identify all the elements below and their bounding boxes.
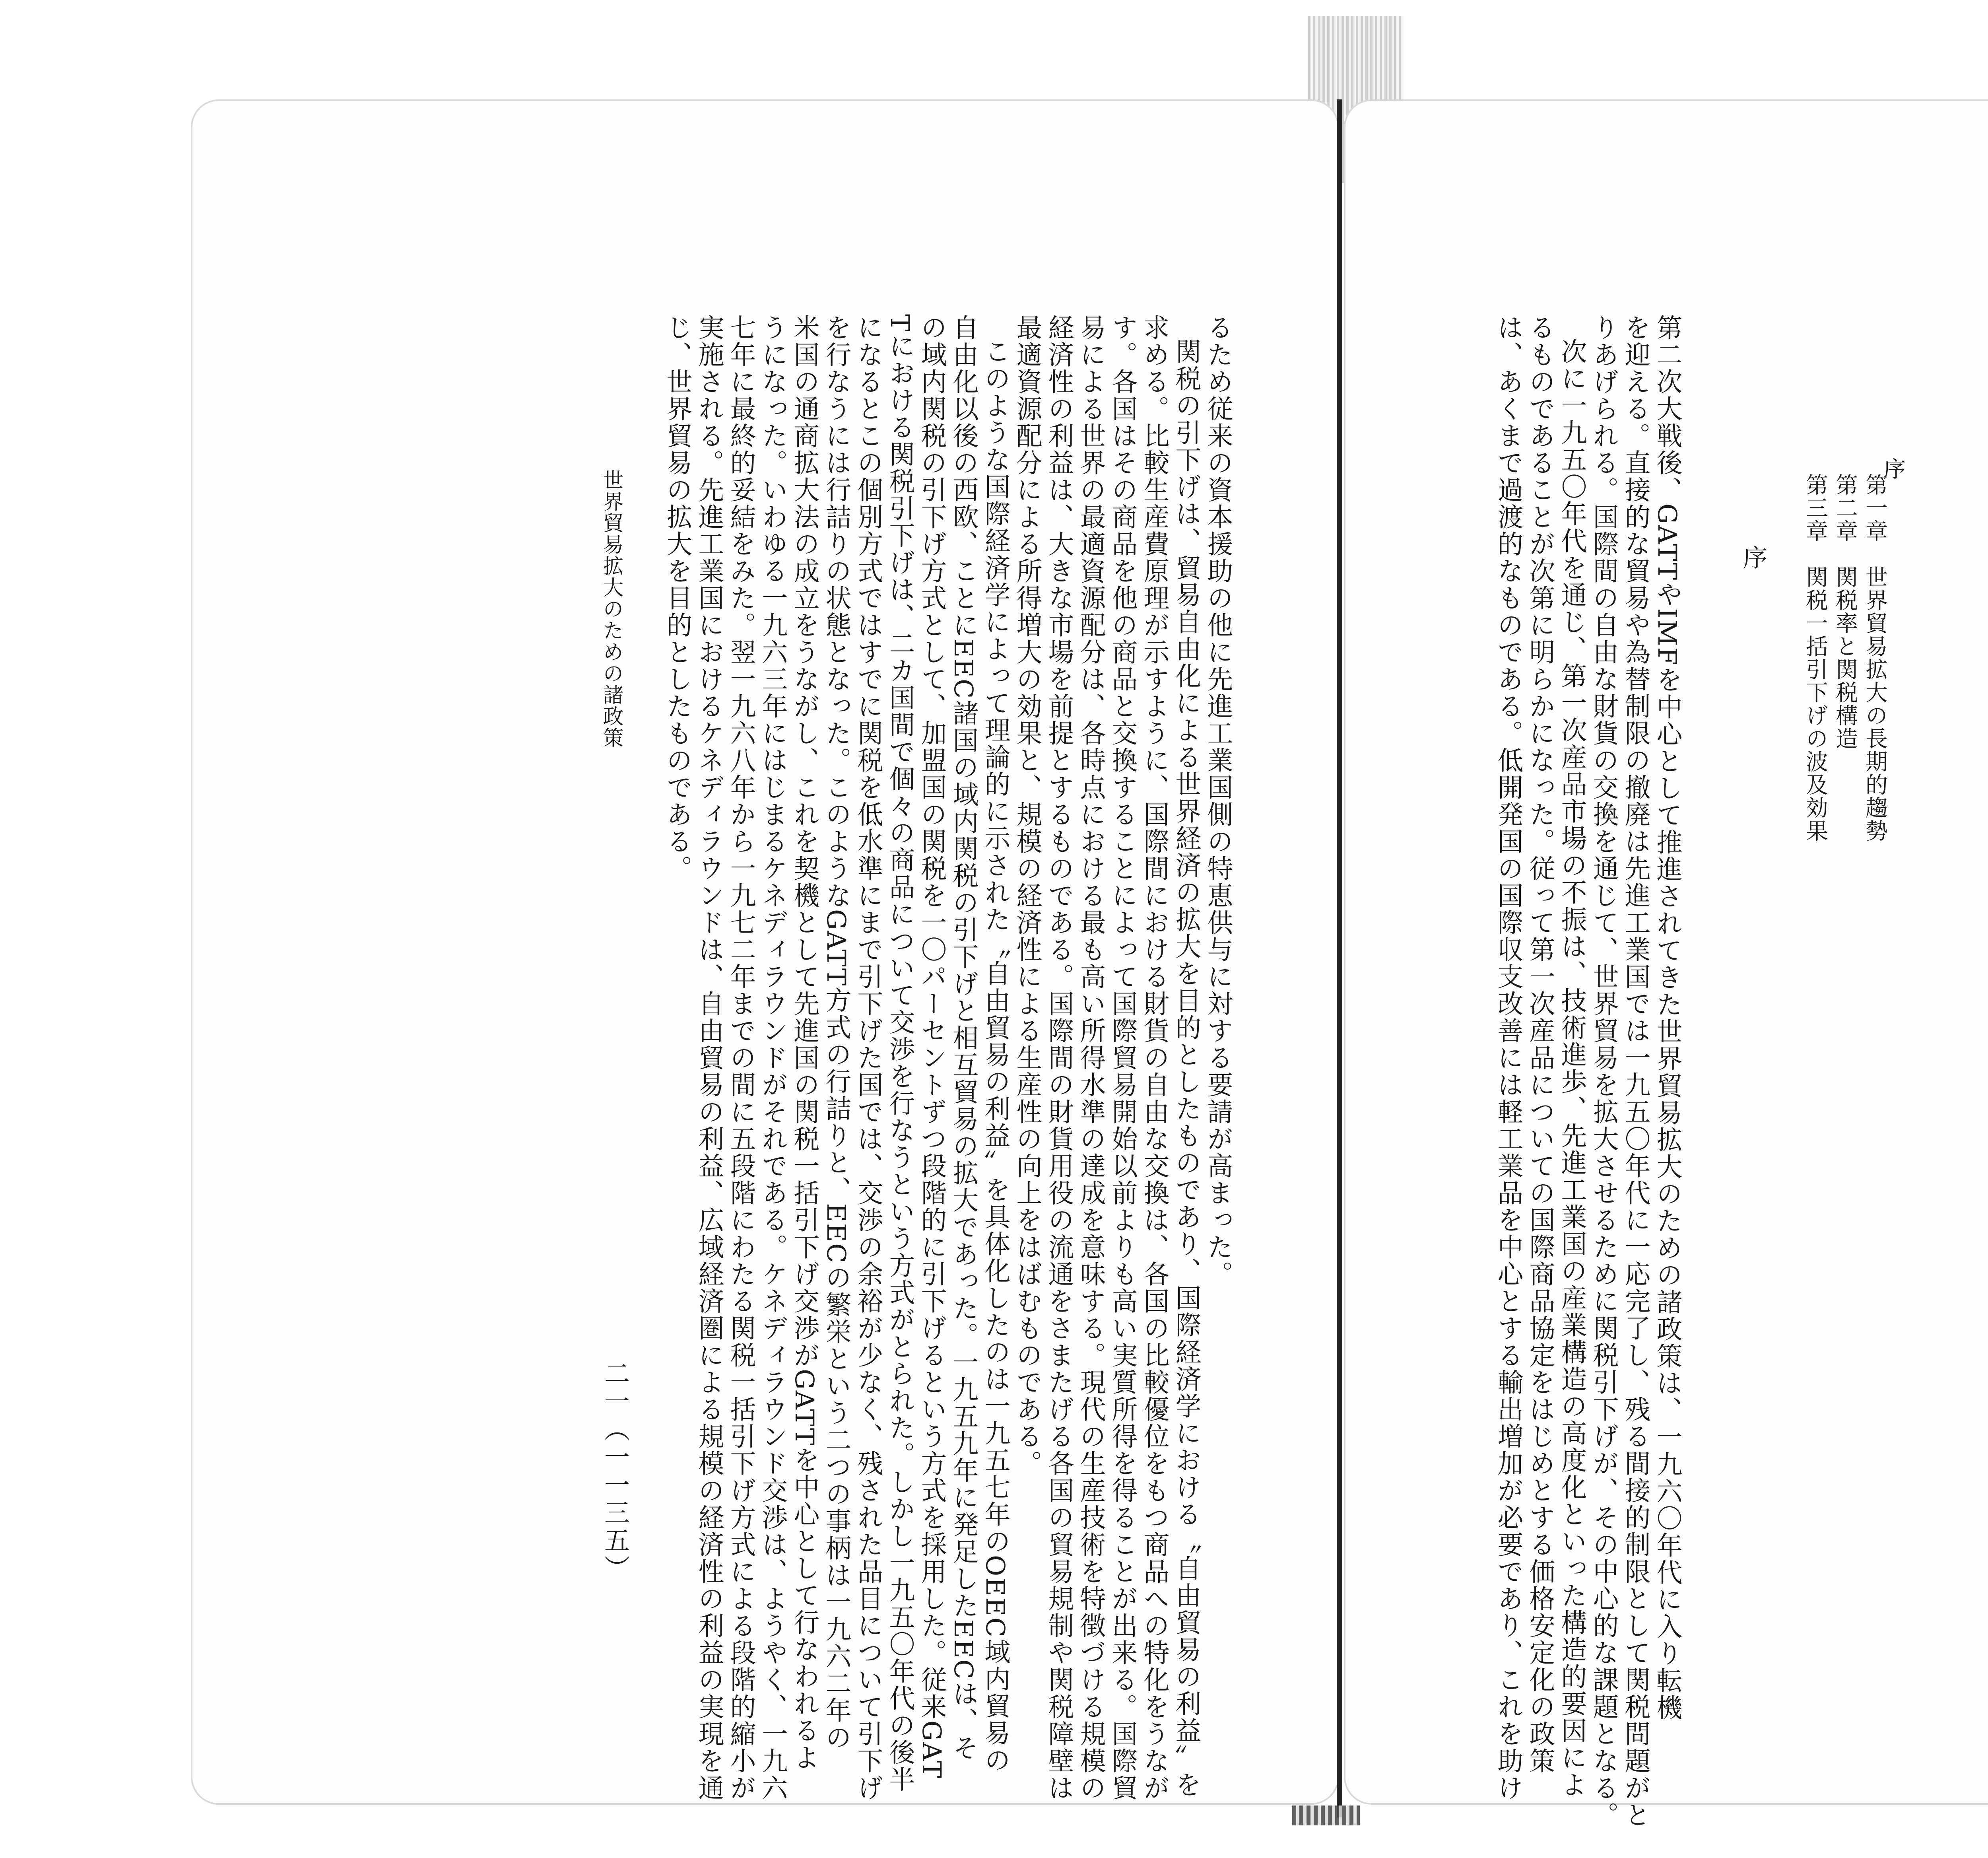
left-body-line: るため従来の資本援助の他に先進工業国側の特恵供与に対する要請が高まった。: [1203, 314, 1233, 1288]
left-body-line: 自由化以後の西欧、ことにEEC諸国の域内関税の引下げと相互貿易の拡大であった。一九五九年に発足したEECは、そ: [948, 314, 978, 1762]
left-body-line: す。各国はその商品を他の商品と交換することによって国際貿易開始以前よりも高い実質所得を得ることが出来る。国際貿: [1107, 314, 1137, 1802]
left-page-number: 二一（一一三五）: [600, 1360, 629, 1583]
toc-item-chapter-1: 第一章 世界貿易拡大の長期的趨勢: [1862, 473, 1888, 842]
binding-mark: [1292, 1806, 1360, 1825]
toc-heading: 序: [1880, 457, 1906, 480]
toc-item-chapter-2: 第二章 関税率と関税構造: [1832, 473, 1858, 750]
book-spine: [1337, 99, 1342, 1817]
left-body-line: 七年に最終的妥結をみた。翌一九六八年から一九七二年までの間に五段階にわたる関税一括引下げ方式による段階的縮小が: [726, 314, 755, 1802]
left-body-line: 最適資源配分による所得増大の効果と、規模の経済性による生産性の向上をはばむものである。: [1012, 314, 1042, 1477]
right-body-line: りあげられる。国際間の自由な財貨の交換を通じて、世界貿易を拡大させるために関税引下げが、その中心的な課題となる。: [1588, 314, 1618, 1829]
left-body-line: うになった。いわゆる一九六三年にはじまるケネディラウンドがそれである。ケネディラウンド交渉は、ようやく、一九六: [757, 314, 787, 1802]
right-body-line: 第二次大戦後、GATTやIMFを中心として推進されてきた世界貿易拡大のための諸政策は、一九六〇年代に入り転機: [1652, 314, 1682, 1721]
left-body-line: Tにおける関税引下げは、二カ国間で個々の商品について交渉を行なうという方式がとられた。しかし一九五〇年代の後半: [885, 314, 914, 1793]
right-body-line: を迎える。直接的な貿易や為替制限の撤廃は先進工業国では一九五〇年代に一応完了し、残る間接的制限として関税問題がと: [1620, 314, 1650, 1829]
right-body-line: は、あくまで過渡的なものである。低開発国の国際収支改善には軽工業品を中心とする輸出増加が必要であり、これを助け: [1493, 314, 1523, 1802]
toc-item-chapter-3: 第三章 関税一括引下げの波及効果: [1802, 473, 1828, 842]
right-body-line: 次に一九五〇年代を通じ、第一次産品市場の不振は、技術進歩、先進工業国の産業構造の高度化といった構造的要因によ: [1557, 338, 1586, 1798]
section-heading: 序: [1739, 545, 1768, 569]
right-body-line: るものであることが次第に明らかになった。従って第一次産品についての国際商品協定をはじめとする価格安定化の政策: [1525, 314, 1555, 1774]
left-body-line: 易による世界の最適資源配分は、各時点における最も高い所得水準の達成を意味する。現代の生産技術を特徴づける規模の: [1076, 314, 1105, 1802]
running-head: 世界貿易拡大のための諸政策: [599, 469, 623, 748]
left-body-line: このような国際経済学によって理論的に示された〝自由貿易の利益〟を具体化したのは一九五七年のOEEC域内貿易の: [980, 338, 1010, 1774]
left-body-line: を行なうには行詰りの状態となった。このようなGATT方式の行詰りと、EECの繁栄という二つの事柄は一九六二年の: [821, 314, 851, 1751]
left-body-line: 実施される。先進工業国におけるケネディラウンドは、自由貿易の利益、広域経済圏による規模の経済性の利益の実現を通: [694, 314, 724, 1802]
left-body-line: になるとこの個別方式ではすでに関税を低水準にまで引下げた国では、交渉の余裕が少なく、残された品目について引下げ: [853, 314, 883, 1802]
left-body-line: 米国の通商拡大法の成立をうながし、これを契機として先進国の関税一括引下げ交渉がGATTを中心として行なわれるよ: [789, 314, 819, 1771]
left-body-line: 関税の引下げは、貿易自由化による世界経済の拡大を目的としたものであり、国際経済学における〝自由貿易の利益〟を: [1171, 338, 1201, 1798]
left-body-line: 求める。比較生産費原理が示すように、国際間における財貨の自由な交換は、各国の比較優位をもつ商品への特化をうなが: [1139, 314, 1169, 1802]
left-body-line: じ、世界貿易の拡大を目的としたものである。: [662, 314, 692, 882]
left-body-line: の域内関税の引下げ方式として、加盟国の関税を一〇パーセントずつ段階的に引下げるという方式を採用した。従来GAT: [916, 314, 946, 1779]
left-body-line: 経済性の利益は、大きな市場を前提とするものである。国際間の財貨用役の流通をさまたげる各国の貿易規制や関税障壁は: [1044, 314, 1074, 1802]
